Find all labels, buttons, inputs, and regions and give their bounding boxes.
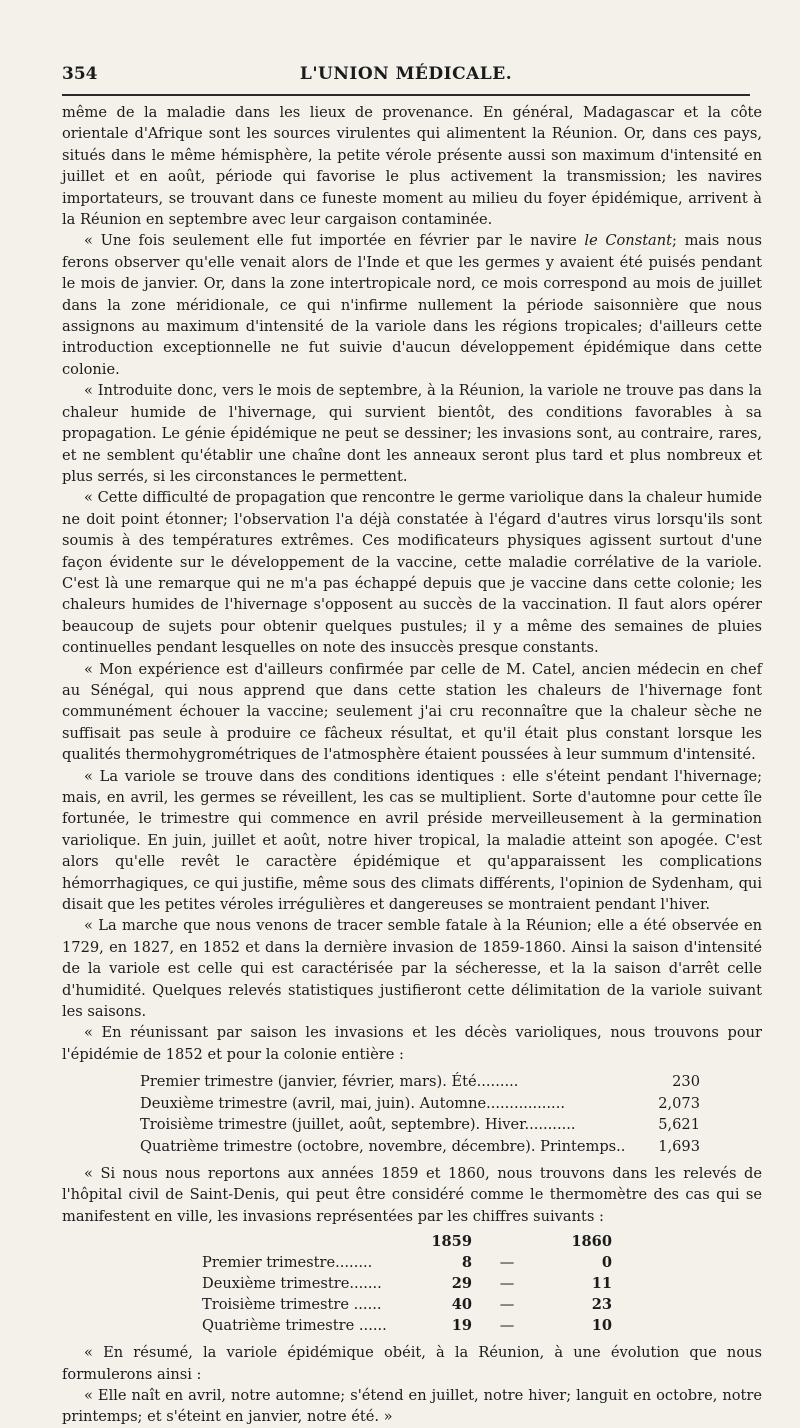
row-label: Troisième trimestre (juillet, août, septembre). Hiver...........	[140, 1116, 576, 1134]
running-title: L'UNION MÉDICALE.	[299, 64, 513, 84]
cell-1860: 0	[601, 1254, 612, 1272]
table-header	[202, 1231, 642, 1252]
paragraph: « La marche que nous venons de tracer semble fatale à la Réunion; elle a été observée en 1729, en 1827, en 1852 et dans la dernière invasion de 1859-1860. Ainsi la saison d'intensité de la variole est celle qui est caractérisée par la sécheresse, et la la saison d'arrêt celle d'humidité. Quelques relevés statistiques justifieront cette délimitation de la variole suivant les saisons.	[62, 917, 762, 1021]
article-body	[62, 102, 762, 1428]
paragraph: « Elle naît en avril, notre automne; s'étend en juillet, notre hiver; languit en octobre, notre printemps; et s'éteint en janvier, notre été. »	[62, 1386, 762, 1426]
column-header-1860: 1860	[571, 1233, 612, 1251]
separator: —	[499, 1296, 515, 1314]
cell-1859: 19	[451, 1317, 472, 1335]
separator: —	[499, 1254, 515, 1272]
table-row	[202, 1273, 642, 1294]
paragraph	[62, 230, 762, 380]
cell-1859: 40	[451, 1296, 472, 1314]
paragraph-text: ; mais nous ferons observer qu'elle venait alors de l'Inde et que les germes y avaient été puisés pendant le mois de janvier. Or, dans la zone intertropicale nord, ce mois correspond au mois de juillet dans la zone méridionale, ce qui n'infirme nullement la période saisonnière que nous assignons au maximum d'intensité de la variole dans les régions tropicales; d'ailleurs cette introduction exceptionnelle ne fut suivie d'aucun développement épidémique dans cette colonie.	[62, 232, 762, 378]
paragraph-text: « Une fois seulement elle fut importée en février par le navire	[84, 232, 585, 250]
cell-1859: 29	[451, 1275, 472, 1293]
row-label: Deuxième trimestre (avril, mai, juin). Automne.................	[140, 1094, 565, 1112]
paragraph: « La variole se trouve dans des conditions identiques : elle s'éteint pendant l'hivernage; mais, en avril, les germes se réveillent, les cas se multiplient. Sorte d'automne pour cette île fortunée, le trimestre qui commence en avril préside merveilleusement à la germination variolique. En juin, juillet et août, notre hiver tropical, la maladie atteint son apogée. C'est alors qu'elle revêt le caractère épidémique et qu'apparaissent les complications hémorrhagiques, ce qui justifie, même sous des climats différents, l'opinion de Sydenham, qui disait que les petites véroles irrégulières et dangereuses se montraient pendant l'hiver.	[62, 767, 762, 914]
separator: —	[499, 1317, 515, 1335]
row-value: 1,693	[658, 1137, 700, 1155]
table-row	[140, 1114, 700, 1135]
cell-1859: 8	[461, 1254, 472, 1272]
row-value: 2,073	[658, 1094, 700, 1112]
separator: —	[499, 1275, 515, 1293]
paragraph: « Introduite donc, vers le mois de septembre, à la Réunion, la variole ne trouve pas dans la chaleur humide de l'hivernage, qui survient bientôt, des conditions favorables à sa propagation. Le génie épidémique ne peut se dessiner; les invasions sont, au contraire, rares, et ne semblent qu'établir une chaîne dont les anneaux seront plus tard et plus nombreux et plus serrés, si les circonstances le permettent.	[62, 382, 762, 485]
table-row	[202, 1315, 642, 1336]
cell-1860: 11	[591, 1275, 612, 1293]
table-row	[202, 1252, 642, 1273]
ship-name: le Constant	[584, 232, 673, 250]
cell-1860: 10	[591, 1317, 612, 1335]
paragraph: même de la maladie dans les lieux de provenance. En général, Madagascar et la côte orientale d'Afrique sont les sources virulentes qui alimentent la Réunion. Or, dans ces pays, situés dans le même hémisphère, la petite vérole présente aussi son maximum d'intensité en juillet et en août, période qui favorise le plus activement la transmission; les navires importateurs, se trouvant dans ce funeste moment au milieu du foyer épidémique, arrivent à la Réunion en septembre avec leur cargaison contaminée.	[62, 104, 762, 229]
table-row	[202, 1294, 642, 1315]
page-number: 354	[62, 64, 98, 84]
row-label: Quatrième trimestre (octobre, novembre, décembre). Printemps..	[140, 1137, 626, 1155]
paragraph: « Si nous nous reportons aux années 1859 et 1860, nous trouvons dans les relevés de l'hôpital civil de Saint-Denis, qui peut être considéré comme le thermomètre des cas qui se manifestent en ville, les invasions représentées par les chiffres suivants :	[62, 1164, 762, 1225]
table-1859-1860	[202, 1231, 642, 1336]
paragraph: « Mon expérience est d'ailleurs confirmée par celle de M. Catel, ancien médecin en chef au Sénégal, qui nous apprend que dans cette station les chaleurs de l'hivernage font communément échouer la vaccine; seulement j'ai cru reconnaître que la chaleur sèche ne suffisait pas seule à produire ce fâcheux résultat, et qu'il était plus constant lorsque les qualités thermohygrométriques de l'atmosphère étaient poussées à leur summum d'intensité.	[62, 660, 762, 764]
paragraph: « En réunissant par saison les invasions et les décès varioliques, nous trouvons pour l'épidémie de 1852 et pour la colonie entière :	[62, 1024, 762, 1063]
table-1852-seasons	[140, 1071, 700, 1157]
cell-1860: 23	[591, 1296, 612, 1314]
row-value: 230	[672, 1073, 700, 1091]
table-row	[140, 1071, 700, 1092]
table-row	[140, 1093, 700, 1114]
row-label: Premier trimestre (janvier, février, mars). Été.........	[140, 1073, 519, 1091]
page-header	[62, 60, 750, 96]
row-label: Quatrième trimestre ......	[202, 1317, 387, 1335]
row-value: 5,621	[658, 1116, 700, 1134]
paragraph: « En résumé, la variole épidémique obéit, à la Réunion, à une évolution que nous formulerons ainsi :	[62, 1344, 762, 1383]
column-header-1859: 1859	[431, 1233, 472, 1251]
row-label: Troisième trimestre ......	[202, 1296, 382, 1314]
row-label: Premier trimestre........	[202, 1254, 373, 1272]
table-row	[140, 1136, 700, 1157]
paragraph: « Cette difficulté de propagation que rencontre le germe variolique dans la chaleur humide ne doit point étonner; l'observation l'a déjà constatée à l'égard d'autres virus lorsqu'ils sont soumis à des températures extrêmes. Ces modificateurs physiques agissent surtout d'une façon évidente sur le développement de la vaccine, cette maladie corrélative de la variole. C'est là une remarque qui ne m'a pas échappé depuis que je vaccine dans cette colonie; les chaleurs humides de l'hivernage s'opposent au succès de la vaccination. Il faut alors opérer beaucoup de sujets pour obtenir quelques pustules; il y a même des semaines de pluies continuelles pendant lesquelles on note des insuccès presque constants.	[62, 489, 762, 657]
row-label: Deuxième trimestre.......	[202, 1275, 382, 1293]
